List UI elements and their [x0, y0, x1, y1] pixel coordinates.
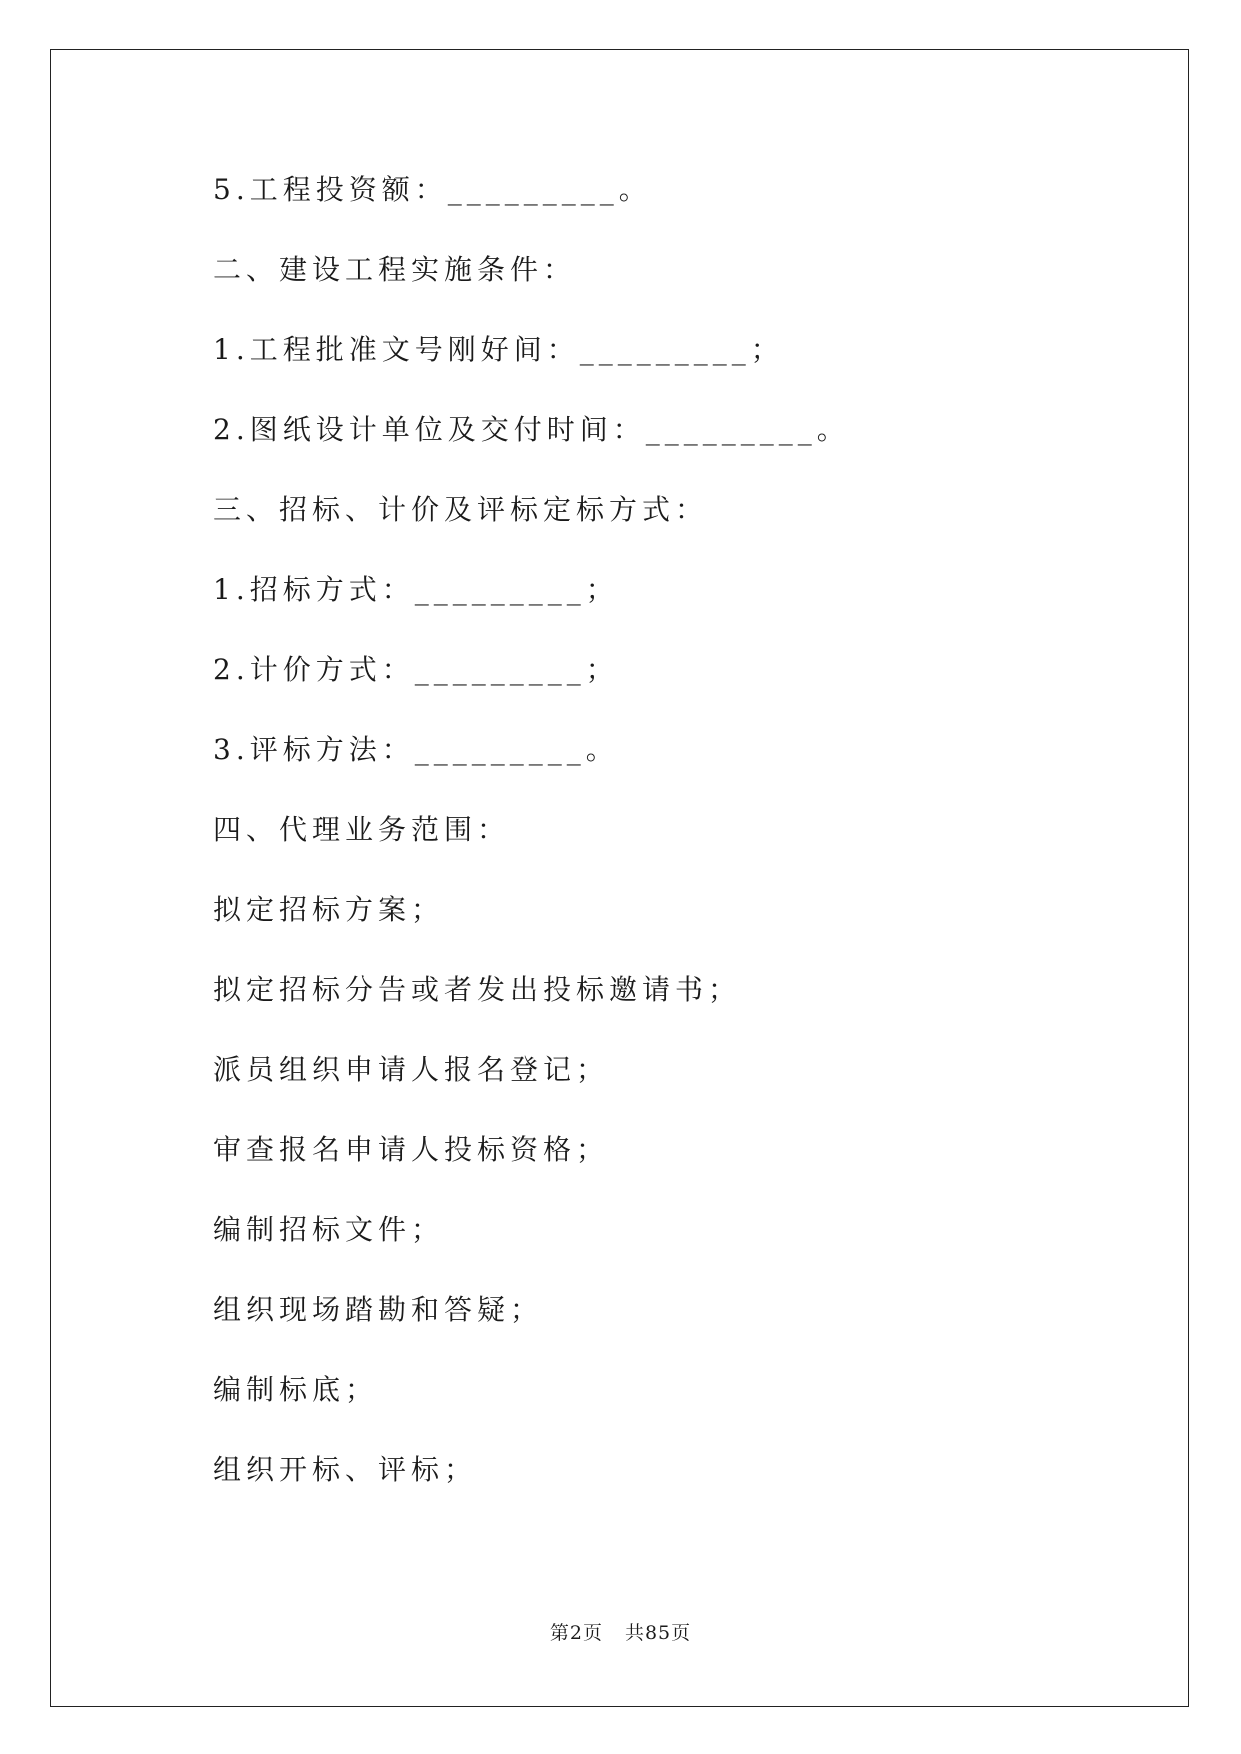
line-text: 拟定招标方案； — [213, 893, 445, 926]
section-heading-conditions — [213, 250, 1113, 330]
text-line-drawings — [213, 410, 1113, 490]
line-text: 1.招标方式：_________； — [213, 573, 619, 606]
section-heading-scope — [213, 810, 1113, 890]
list-item — [213, 1130, 1113, 1210]
text-line-evaluation — [213, 730, 1113, 810]
section-heading-bidding — [213, 490, 1113, 570]
document-body — [213, 170, 1113, 1530]
text-line-investment — [213, 170, 1113, 250]
text-line-approval — [213, 330, 1113, 410]
page-footer — [0, 1618, 1241, 1645]
list-item — [213, 970, 1113, 1050]
line-text: 拟定招标分告或者发出投标邀请书； — [213, 973, 742, 1006]
line-text: 2.图纸设计单位及交付时间：_________。 — [213, 413, 850, 446]
text-line-pricing — [213, 650, 1113, 730]
line-text: 组织现场踏勘和答疑； — [213, 1293, 544, 1326]
line-text: 组织开标、评标； — [213, 1453, 478, 1486]
current-page-label: 第2页 — [549, 1622, 603, 1644]
line-text: 3.评标方法：_________。 — [213, 733, 619, 766]
list-item — [213, 1290, 1113, 1370]
line-text: 2.计价方式：_________； — [213, 653, 619, 686]
total-pages-label: 共85页 — [624, 1622, 692, 1644]
line-text: 5.工程投资额：_________。 — [213, 173, 652, 206]
list-item — [213, 890, 1113, 970]
text-line-bid-method — [213, 570, 1113, 650]
list-item — [213, 1450, 1113, 1530]
list-item — [213, 1050, 1113, 1130]
line-text: 1.工程批准文号刚好间：_________； — [213, 333, 784, 366]
line-text: 三、招标、计价及评标定标方式： — [213, 493, 709, 526]
line-text: 四、代理业务范围： — [213, 813, 511, 846]
line-text: 派员组织申请人报名登记； — [213, 1053, 610, 1086]
line-text: 审查报名申请人投标资格； — [213, 1133, 610, 1166]
line-text: 编制招标文件； — [213, 1213, 445, 1246]
list-item — [213, 1210, 1113, 1290]
line-text: 二、建设工程实施条件： — [213, 253, 577, 286]
list-item — [213, 1370, 1113, 1450]
line-text: 编制标底； — [213, 1373, 379, 1406]
